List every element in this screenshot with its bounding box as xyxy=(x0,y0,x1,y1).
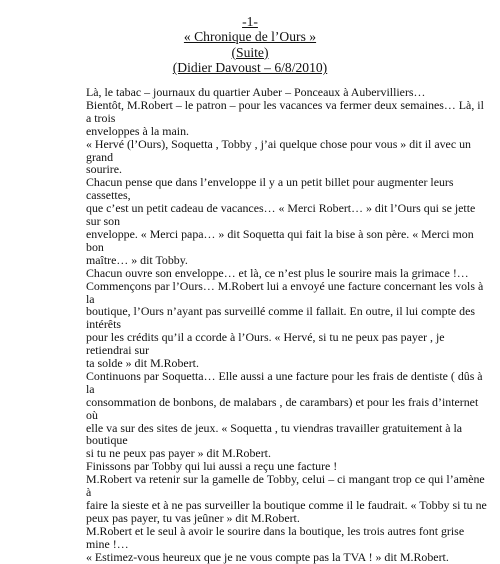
paragraph: Finissons par Tobby qui lui aussi a reçu une facture ! xyxy=(86,459,338,474)
paragraph: M.Robert va retenir sur la gamelle de Tobby, celui – ci mangant trop ce qui l’amène à faire la sieste et à ne pas surveiller la boutique comme il le faudrait. « Tobby si tu ne peux pas payer, tu vas jeûner » dit M.Robert. xyxy=(86,472,487,525)
paragraph: Chacun ouvre son enveloppe… et là, ce n’est plus le sourire mais la grimace !… xyxy=(86,265,469,280)
document-title: « Chronique de l’Ours » xyxy=(183,29,317,45)
paragraph: Commençons par l’Ours… M.Robert lui a envoyé une facture concernant les vols à la boutique, l’Ours n’ayant pas surveillé comme il fallait. En outre, il lui compte des intérêts pour les crédits qu’il a ccorde à l’Ours. « Hervé, si tu ne peux pas payer , je retiendrai sur ta solde » dit M.Robert. xyxy=(86,278,484,371)
document-body xyxy=(86,86,490,564)
paragraph: M.Robert et le seul à avoir le sourire dans la boutique, les trois autres font grise mine !… « Estimez-vous heureux que je ne vous compte pas la TVA ! » dit M.Robert. xyxy=(86,523,465,564)
paragraph: « Hervé (l’Ours), Soquetta , Tobby , j’ai quelque chose pour vous » dit il avec un grand sourire. xyxy=(86,136,471,177)
paragraph: Chacun pense que dans l’enveloppe il y a un petit billet pour augmenter leurs cassettes, que c’est un petit cadeau de vacances… « Merci Robert… » dit l’Ours qui se jette sur son enveloppe. « Merci papa… » dit Soquetta qui fait la bise à son père. « Merci mon bon maître… » dit Tobby. xyxy=(86,175,476,267)
paragraph: Là, le tabac – journaux du quartier Auber – Ponceaux à Aubervilliers… xyxy=(86,85,426,99)
paragraph: Bientôt, M.Robert – le patron – pour les vacances va fermer deux semaines… Là, il a trois enveloppes à la main. xyxy=(86,97,484,138)
page-number: -1- xyxy=(242,14,258,29)
author-date: (Didier Davoust – 6/8/2010) xyxy=(172,60,328,76)
paragraph: Continuons par Soquetta… Elle aussi a une facture pour les frais de dentiste ( dûs à la consommation de bonbons, de malabars , de carambars) et pour les frais d’internet où elle va sur des sites de jeux. « Soquetta , tu viendras travailler gratuitement à la boutique si tu ne peux pas payer » dit M.Robert. xyxy=(86,368,483,461)
document-header xyxy=(0,14,500,76)
document-subtitle: (Suite) xyxy=(231,44,269,60)
